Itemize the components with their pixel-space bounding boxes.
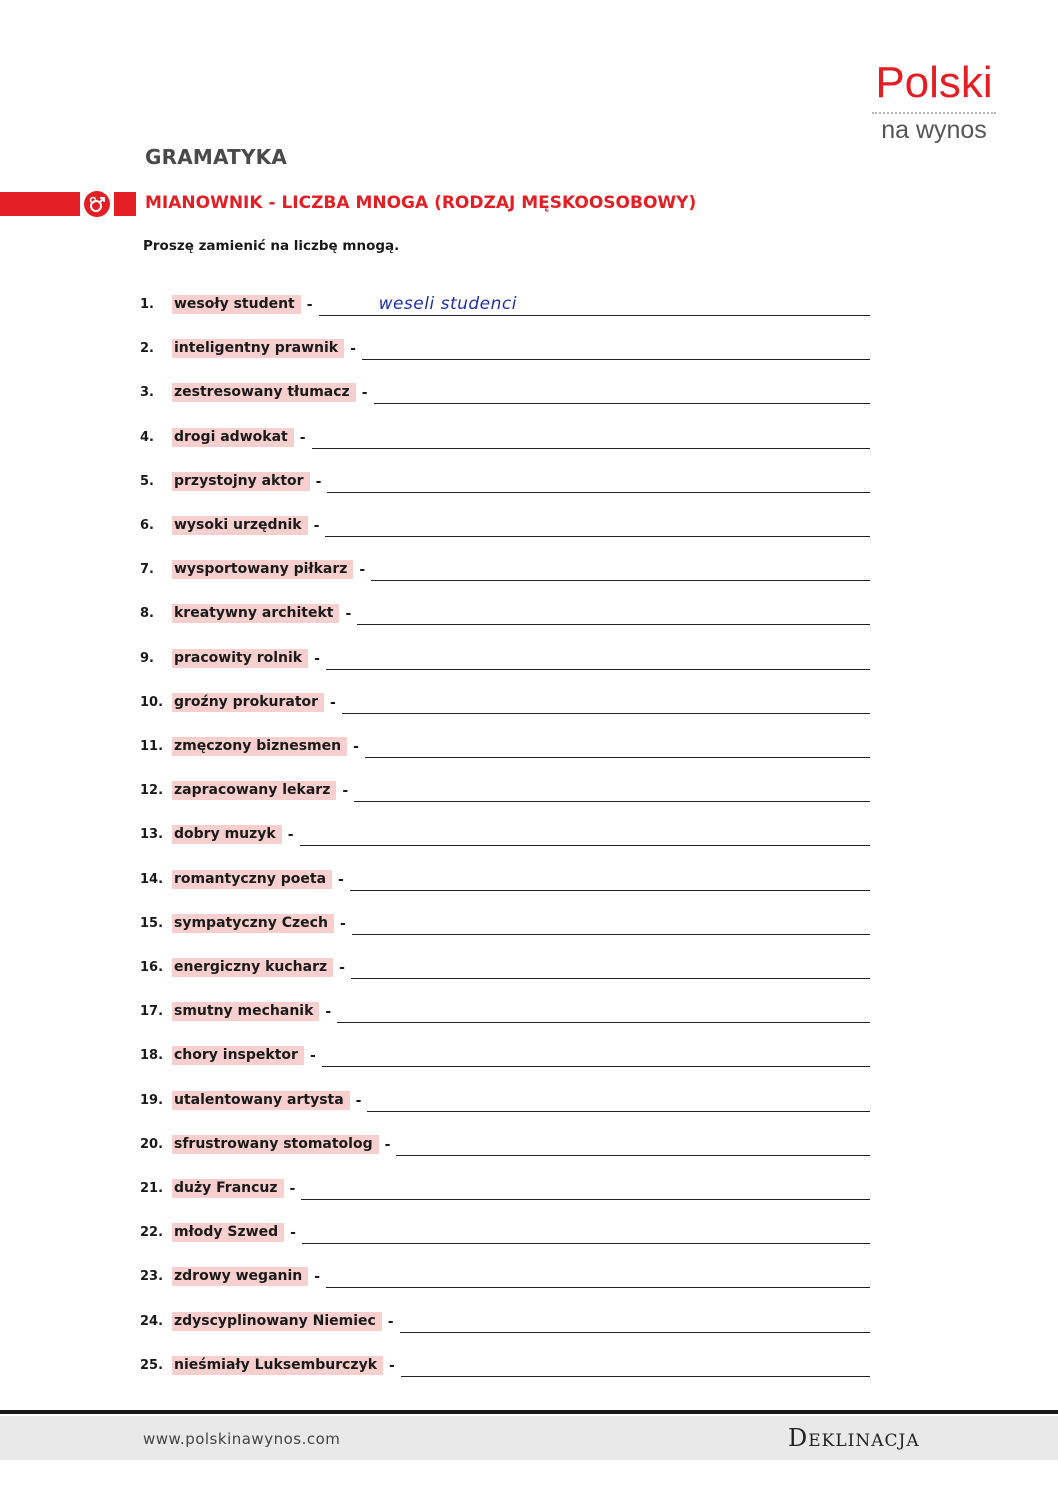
- answer-line[interactable]: [400, 1308, 870, 1333]
- exercise-row: [140, 688, 870, 714]
- exercise-number: 21.: [140, 1181, 164, 1196]
- exercise-row: [140, 1351, 870, 1377]
- exercise-phrase: energiczny kucharz: [172, 958, 333, 977]
- footer-rule: [0, 1410, 1058, 1414]
- exercise-row: [140, 644, 870, 670]
- exercise-row: [140, 732, 870, 758]
- exercise-row: [140, 1130, 870, 1156]
- exercise-row: [140, 334, 870, 360]
- exercise-dash: -: [350, 341, 356, 357]
- exercise-number: 7.: [140, 562, 154, 577]
- footer-topic-label: Deklinacja: [788, 1424, 920, 1452]
- section-title: MIANOWNIK - LICZBA MNOGA (RODZAJ MĘSKOOSOBOWY): [145, 193, 697, 213]
- answer-line[interactable]: [357, 600, 870, 625]
- exercise-phrase: dobry muzyk: [172, 825, 282, 844]
- exercise-dash: -: [306, 297, 313, 313]
- exercise-dash: -: [345, 606, 352, 622]
- exercise-number: 15.: [140, 916, 164, 931]
- exercise-row: [140, 555, 870, 581]
- exercise-row: [140, 1218, 870, 1244]
- answer-line[interactable]: [365, 733, 870, 758]
- exercise-phrase: romantyczny poeta: [172, 870, 332, 889]
- exercise-number: 3.: [140, 385, 154, 400]
- answer-line[interactable]: [326, 1263, 870, 1288]
- exercise-dash: -: [361, 385, 368, 401]
- exercise-row: [140, 909, 870, 935]
- exercise-number: 19.: [140, 1093, 164, 1108]
- exercise-phrase: chory inspektor: [172, 1046, 304, 1065]
- exercise-dash: -: [339, 960, 345, 976]
- exercise-number: 25.: [140, 1358, 164, 1373]
- exercise-number: 16.: [140, 960, 164, 975]
- answer-line[interactable]: [325, 512, 870, 537]
- exercise-instruction: Proszę zamienić na liczbę mnogą.: [143, 238, 400, 254]
- exercise-number: 10.: [140, 695, 164, 710]
- exercise-number: 23.: [140, 1269, 164, 1284]
- page-title: GRAMATYKA: [145, 145, 288, 169]
- exercise-number: 5.: [140, 474, 154, 489]
- exercise-phrase: inteligentny prawnik: [172, 339, 344, 358]
- exercise-row: [140, 599, 870, 625]
- exercise-number: 8.: [140, 606, 154, 621]
- footer-url[interactable]: www.polskinawynos.com: [143, 1430, 341, 1448]
- answer-line[interactable]: [362, 335, 870, 360]
- exercise-phrase: pracowity rolnik: [172, 649, 308, 668]
- exercise-number: 18.: [140, 1048, 164, 1063]
- exercise-number: 11.: [140, 739, 164, 754]
- exercise-dash: -: [342, 783, 349, 799]
- answer-line[interactable]: [352, 910, 870, 935]
- answer-line[interactable]: [301, 1175, 870, 1200]
- answer-line[interactable]: [371, 556, 870, 581]
- answer-line[interactable]: [396, 1131, 870, 1156]
- exercise-phrase: młody Szwed: [172, 1223, 284, 1242]
- exercise-dash: -: [359, 562, 366, 578]
- answer-line[interactable]: [319, 291, 870, 316]
- exercise-dash: -: [387, 1314, 394, 1330]
- exercise-dash: -: [287, 827, 294, 843]
- exercise-phrase: zestresowany tłumacz: [172, 383, 356, 402]
- exercise-phrase: groźny prokurator: [172, 693, 324, 712]
- exercise-phrase: zmęczony biznesmen: [172, 737, 347, 756]
- exercise-row: [140, 997, 870, 1023]
- exercise-dash: -: [325, 1004, 332, 1020]
- exercise-dash: -: [353, 739, 359, 755]
- exercise-number: 14.: [140, 872, 164, 887]
- exercise-dash: -: [338, 872, 344, 888]
- exercise-dash: -: [314, 651, 320, 667]
- exercise-number: 12.: [140, 783, 164, 798]
- exercise-row: [140, 378, 870, 404]
- exercise-phrase: sfrustrowany stomatolog: [172, 1135, 379, 1154]
- exercise-dash: -: [290, 1225, 296, 1241]
- exercise-number: 13.: [140, 827, 164, 842]
- exercise-number: 6.: [140, 518, 154, 533]
- answer-line[interactable]: [354, 777, 870, 802]
- exercise-phrase: drogi adwokat: [172, 428, 294, 447]
- exercise-row: [140, 865, 870, 891]
- exercise-phrase: nieśmiały Luksemburczyk: [172, 1356, 383, 1375]
- exercise-row: [140, 1041, 870, 1067]
- answer-line[interactable]: [337, 998, 870, 1023]
- exercise-row: [140, 1262, 870, 1288]
- answer-line[interactable]: [322, 1042, 870, 1067]
- exercise-phrase: kreatywny architekt: [172, 604, 339, 623]
- answer-line[interactable]: [367, 1087, 870, 1112]
- exercise-row: [140, 290, 870, 316]
- exercise-phrase: duży Francuz: [172, 1179, 284, 1198]
- exercise-number: 17.: [140, 1004, 164, 1019]
- exercise-number: 9.: [140, 651, 154, 666]
- exercise-row: [140, 423, 870, 449]
- exercise-phrase: zdrowy weganin: [172, 1267, 308, 1286]
- exercise-phrase: przystojny aktor: [172, 472, 310, 491]
- answer-line[interactable]: [300, 821, 870, 846]
- exercise-dash: -: [330, 695, 336, 711]
- exercise-dash: -: [314, 1269, 321, 1285]
- answer-line[interactable]: [312, 424, 870, 449]
- exercise-phrase: zapracowany lekarz: [172, 781, 336, 800]
- exercise-row: [140, 1174, 870, 1200]
- exercise-dash: -: [315, 474, 322, 490]
- exercise-dash: -: [289, 1181, 296, 1197]
- exercise-dash: -: [313, 518, 320, 534]
- answer-line[interactable]: [350, 866, 870, 891]
- exercise-number: 4.: [140, 430, 154, 445]
- exercise-dash: -: [309, 1048, 316, 1064]
- logo-subtitle: na wynos: [881, 116, 987, 144]
- answer-line[interactable]: [342, 689, 870, 714]
- exercise-dash: -: [339, 916, 346, 932]
- exercise-row: [140, 1307, 870, 1333]
- exercise-row: [140, 776, 870, 802]
- exercise-dash: -: [355, 1093, 362, 1109]
- answer-line[interactable]: [326, 645, 870, 670]
- exercise-row: [140, 467, 870, 493]
- exercise-phrase: zdyscyplinowany Niemiec: [172, 1312, 382, 1331]
- exercise-phrase: wysoki urzędnik: [172, 516, 308, 535]
- exercise-dash: -: [384, 1137, 391, 1153]
- exercise-row: [140, 1086, 870, 1112]
- exercise-phrase: wesoły student: [172, 295, 301, 314]
- logo-wordmark: Polski: [875, 58, 993, 107]
- exercise-dash: -: [389, 1358, 395, 1374]
- answer-line[interactable]: [401, 1352, 870, 1377]
- exercise-number: 22.: [140, 1225, 164, 1240]
- answer-line[interactable]: [351, 954, 870, 979]
- exercise-number: 2.: [140, 341, 154, 356]
- exercise-phrase: utalentowany artysta: [172, 1091, 350, 1110]
- exercise-number: 1.: [140, 297, 154, 312]
- exercise-phrase: wysportowany piłkarz: [172, 560, 353, 579]
- answer-line[interactable]: [327, 468, 870, 493]
- exercise-phrase: sympatyczny Czech: [172, 914, 334, 933]
- exercise-row: [140, 953, 870, 979]
- exercise-row: [140, 511, 870, 537]
- exercise-number: 20.: [140, 1137, 164, 1152]
- exercise-row: [140, 820, 870, 846]
- exercise-dash: -: [299, 430, 306, 446]
- answer-line[interactable]: [302, 1219, 870, 1244]
- answer-line[interactable]: [374, 379, 870, 404]
- exercise-phrase: smutny mechanik: [172, 1002, 319, 1021]
- exercise-number: 24.: [140, 1314, 164, 1329]
- answer-text: weseli studenci: [378, 294, 517, 314]
